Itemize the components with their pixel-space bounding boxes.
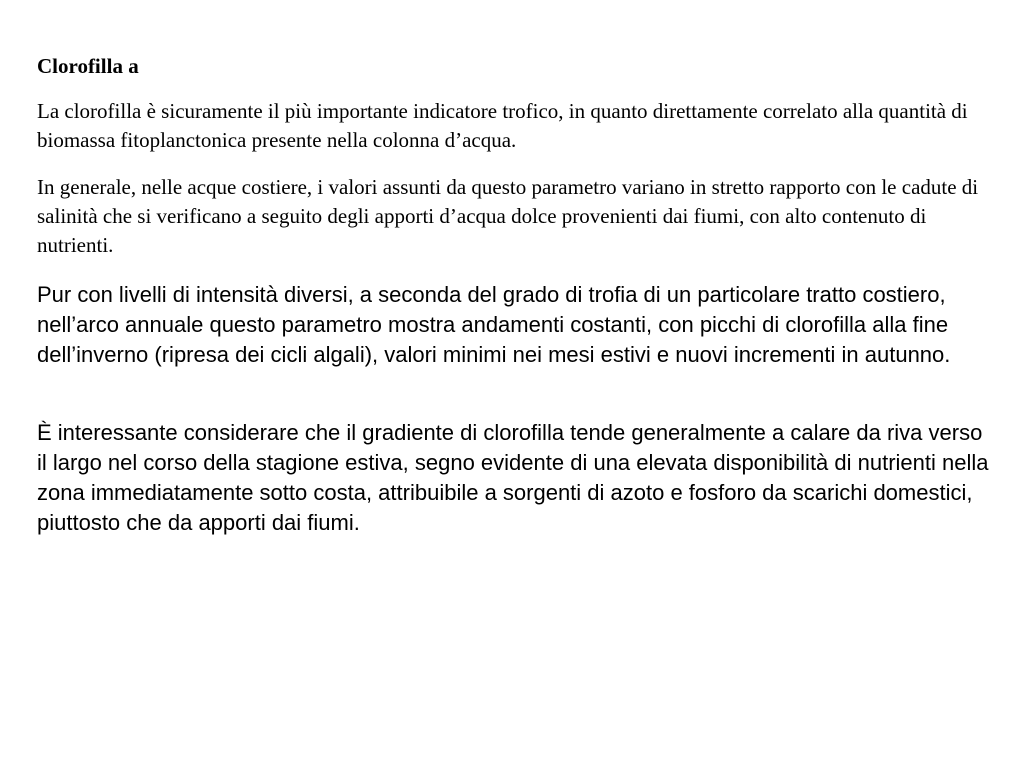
paragraph-coastal-waters: In generale, nelle acque costiere, i valori assunti da questo parametro variano in stretto rapporto con le cadute di salinità che si verificano a seguito degli apporti d’acqua dolce provenienti dai fiumi, con alto contenuto di nutrienti. — [37, 175, 979, 257]
paragraph-annual-trend: Pur con livelli di intensità diversi, a seconda del grado di trofia di un particolare tratto costiero, nell’arco annuale questo parametro mostra andamenti costanti, con picchi di clorofilla alla fine dell’inverno (ripresa dei cicli algali), valori minimi nei mesi estivi e nuovi incrementi in autunno. — [37, 282, 951, 367]
document-title: Clorofilla a — [37, 54, 139, 78]
paragraph-gradient: È interessante considerare che il gradiente di clorofilla tende generalmente a calare da riva verso il largo nel corso della stagione estiva, segno evidente di una elevata disponibilità di nutrienti nella zona immediatamente sotto costa, attribuibile a sorgenti di azoto e fosforo da scarichi domestici, piuttosto che da apporti dai fiumi. — [37, 420, 989, 535]
paragraph-intro: La clorofilla è sicuramente il più importante indicatore trofico, in quanto direttamente correlato alla quantità di biomassa fitoplanctonica presente nella colonna d’acqua. — [37, 99, 968, 152]
